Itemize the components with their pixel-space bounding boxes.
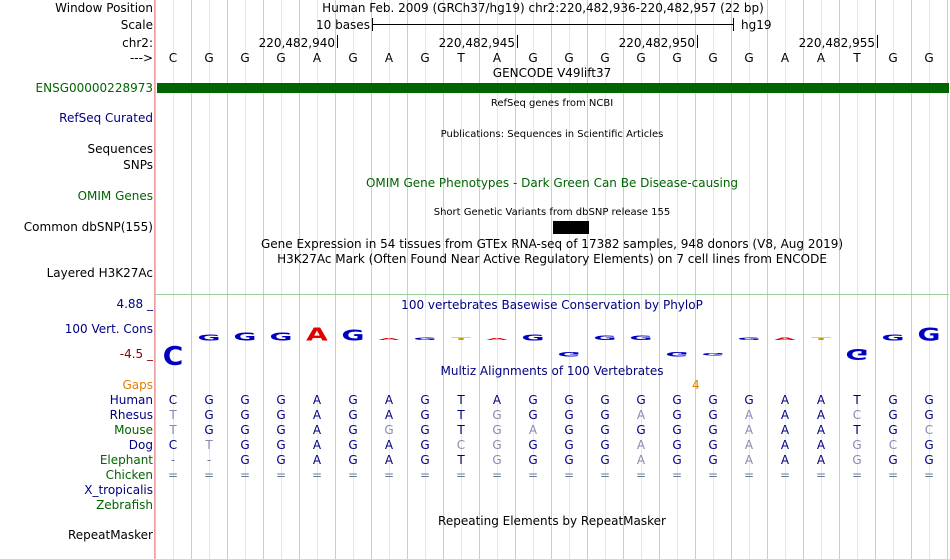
sequence-base: G: [708, 51, 718, 65]
position-tick-mark: [337, 35, 338, 48]
alignment-base: C: [456, 438, 466, 452]
alignment-base: =: [851, 468, 863, 482]
alignment-base: G: [492, 408, 502, 422]
grid-line: [155, 0, 156, 559]
scale-bar: [372, 24, 734, 25]
alignment-base: G: [708, 423, 718, 437]
alignment-base: A: [780, 423, 790, 437]
alignment-base: A: [384, 453, 394, 467]
alignment-base: G: [636, 393, 646, 407]
dbsnp-track-title: Short Genetic Variants from dbSNP release 155: [433, 207, 671, 218]
alignment-base: G: [348, 453, 358, 467]
alignment-base: =: [455, 468, 467, 482]
sequence-base: G: [672, 51, 682, 65]
alignment-base: =: [923, 468, 935, 482]
cons-min-label: -4.5 _: [119, 347, 153, 361]
alignment-base: G: [276, 438, 286, 452]
alignment-base: =: [887, 468, 899, 482]
dbsnp-track-label[interactable]: Common dbSNP(155): [23, 220, 153, 234]
phylop-letter: G: [917, 324, 941, 346]
alignment-base: G: [600, 393, 610, 407]
position-tick-label: 220,482,950: [618, 36, 695, 50]
alignment-base: G: [672, 408, 682, 422]
alignment-base: G: [600, 438, 610, 452]
scale-text: 10 bases: [316, 18, 370, 32]
cons-max-label: 4.88 _: [116, 297, 153, 311]
sequence-base: G: [600, 51, 610, 65]
alignment-base: G: [276, 423, 286, 437]
position-tick-label: 220,482,945: [438, 36, 515, 50]
alignment-base: A: [384, 438, 394, 452]
alignment-base: =: [239, 468, 251, 482]
phylop-letter: T: [451, 336, 471, 342]
alignment-base: G: [240, 438, 250, 452]
alignment-base: =: [347, 468, 359, 482]
alignment-base: G: [204, 408, 214, 422]
alignment-base: G: [708, 393, 718, 407]
position-tick-mark: [697, 35, 698, 48]
alignment-base: A: [744, 408, 754, 422]
h3k27ac-track-label[interactable]: Layered H3K27Ac: [46, 266, 153, 280]
alignment-base: G: [564, 423, 574, 437]
alignment-base: G: [204, 393, 214, 407]
alignment-base: A: [780, 393, 790, 407]
phylop-letter: G: [269, 330, 293, 343]
phylop-letter: G: [629, 334, 653, 342]
sequence-base: G: [348, 51, 358, 65]
alignment-base: G: [348, 393, 358, 407]
alignment-base: G: [204, 423, 214, 437]
species-label[interactable]: Dog: [128, 438, 153, 452]
alignment-base: G: [384, 423, 394, 437]
alignment-base: A: [636, 438, 646, 452]
species-label[interactable]: X_tropicalis: [84, 483, 153, 497]
phylop-letter: G: [233, 330, 257, 343]
alignment-base: G: [240, 393, 250, 407]
alignment-base: G: [852, 438, 862, 452]
alignment-base: G: [672, 393, 682, 407]
h3k27ac-track-title: H3K27Ac Mark (Often Found Near Active Regulatory Elements) on 7 cell lines from ENCODE: [277, 252, 827, 266]
alignment-base: G: [672, 438, 682, 452]
position-tick-label: 220,482,955: [798, 36, 875, 50]
alignment-base: =: [527, 468, 539, 482]
alignment-base: G: [672, 423, 682, 437]
alignment-base: G: [276, 453, 286, 467]
alignment-base: G: [528, 408, 538, 422]
alignment-base: G: [492, 423, 502, 437]
sequence-base: T: [457, 51, 465, 65]
alignment-base: =: [743, 468, 755, 482]
alignment-base: G: [708, 438, 718, 452]
alignment-base: A: [312, 453, 322, 467]
sequence-base: G: [276, 51, 286, 65]
alignment-base: G: [528, 393, 538, 407]
phylop-letter: G: [737, 336, 761, 342]
alignment-base: G: [672, 453, 682, 467]
alignment-base: A: [636, 408, 646, 422]
scale-label: Scale: [120, 18, 153, 32]
gaps-label: Gaps: [122, 378, 153, 392]
alignment-base: G: [888, 408, 898, 422]
position-tick-mark: [517, 35, 518, 48]
gencode-gene-bar[interactable]: [157, 83, 949, 93]
alignment-base: G: [888, 423, 898, 437]
sequence-base: A: [816, 51, 826, 65]
repeatmasker-track-label[interactable]: RepeatMasker: [67, 528, 153, 542]
alignment-base: A: [312, 393, 322, 407]
gencode-track-title: GENCODE V49lift37: [492, 66, 612, 80]
alignment-base: C: [168, 393, 178, 407]
phylop-letter: G: [593, 334, 617, 342]
pubs-track-label[interactable]: Sequences: [87, 142, 153, 156]
alignment-base: A: [636, 453, 646, 467]
alignment-base: G: [744, 393, 754, 407]
phylop-letter: G: [341, 326, 365, 345]
alignment-base: =: [383, 468, 395, 482]
alignment-base: G: [420, 408, 430, 422]
alignment-base: G: [348, 423, 358, 437]
alignment-base: A: [744, 438, 754, 452]
label-divider: [154, 0, 155, 559]
multiz-track-title: Multiz Alignments of 100 Vertebrates: [440, 364, 664, 378]
alignment-base: =: [491, 468, 503, 482]
alignment-base: G: [600, 408, 610, 422]
alignment-base: G: [240, 408, 250, 422]
pubs-track-title: Publications: Sequences in Scientific Articles: [440, 129, 664, 140]
scale-bar-right-tick: [733, 18, 734, 31]
sequence-base: G: [204, 51, 214, 65]
alignment-base: G: [924, 408, 934, 422]
alignment-base: G: [276, 408, 286, 422]
phylop-letter: A: [378, 338, 400, 340]
alignment-base: G: [492, 453, 502, 467]
alignment-base: G: [600, 423, 610, 437]
alignment-base: G: [276, 393, 286, 407]
phylop-letter: G: [701, 351, 725, 357]
alignment-base: G: [636, 423, 646, 437]
alignment-base: T: [205, 438, 213, 452]
alignment-base: G: [528, 438, 538, 452]
sequence-base: A: [492, 51, 502, 65]
alignment-base: A: [780, 453, 790, 467]
alignment-base: G: [888, 453, 898, 467]
alignment-base: =: [311, 468, 323, 482]
sequence-base: A: [312, 51, 322, 65]
alignment-base: A: [816, 408, 826, 422]
alignment-base: C: [168, 438, 178, 452]
refseq-track-title: RefSeq genes from NCBI: [490, 98, 614, 109]
alignment-base: A: [312, 423, 322, 437]
alignment-base: A: [384, 408, 394, 422]
gap-count: 4: [692, 378, 700, 392]
sequence-base: C: [168, 51, 178, 65]
phylop-letter: A: [486, 338, 508, 340]
alignment-base: A: [744, 453, 754, 467]
alignment-base: A: [816, 453, 826, 467]
species-label[interactable]: Elephant: [99, 453, 153, 467]
cons-top-line: [155, 294, 949, 295]
phylop-letter: A: [306, 324, 328, 346]
alignment-base: =: [419, 468, 431, 482]
position-tick-label: 220,482,940: [258, 36, 335, 50]
sequence-base: G: [636, 51, 646, 65]
alignment-base: A: [744, 423, 754, 437]
alignment-base: T: [853, 423, 861, 437]
omim-track-title: OMIM Gene Phenotypes - Dark Green Can Be Disease-causing: [365, 176, 739, 190]
alignment-base: G: [528, 453, 538, 467]
strand-label: --->: [129, 51, 153, 65]
phylop-letter: G: [521, 333, 545, 343]
alignment-base: -: [206, 453, 212, 467]
alignment-base: A: [780, 438, 790, 452]
alignment-base: G: [564, 408, 574, 422]
alignment-base: G: [888, 393, 898, 407]
alignment-base: =: [563, 468, 575, 482]
species-label[interactable]: Human: [109, 393, 153, 407]
alignment-base: A: [816, 393, 826, 407]
alignment-base: T: [169, 408, 177, 422]
snps-track-label[interactable]: SNPs: [123, 158, 153, 172]
gencode-track-label[interactable]: ENSG00000228973: [35, 81, 153, 95]
alignment-base: G: [924, 438, 934, 452]
phylop-letter: G: [845, 345, 869, 364]
alignment-base: G: [564, 438, 574, 452]
alignment-base: A: [312, 408, 322, 422]
alignment-base: G: [420, 453, 430, 467]
alignment-base: T: [457, 423, 465, 437]
species-label[interactable]: Mouse: [114, 423, 153, 437]
alignment-base: =: [203, 468, 215, 482]
alignment-base: =: [635, 468, 647, 482]
alignment-base: G: [240, 423, 250, 437]
sequence-base: G: [744, 51, 754, 65]
refseq-track-label[interactable]: RefSeq Curated: [59, 111, 153, 125]
sequence-base: G: [888, 51, 898, 65]
alignment-base: C: [888, 438, 898, 452]
alignment-base: =: [671, 468, 683, 482]
phylop-letter: C: [162, 339, 184, 370]
sequence-base: G: [528, 51, 538, 65]
phylop-letter: T: [811, 336, 831, 342]
alignment-base: C: [924, 423, 934, 437]
alignment-base: T: [169, 423, 177, 437]
sequence-base: G: [924, 51, 934, 65]
position-text: Human Feb. 2009 (GRCh37/hg19) chr2:220,482,936-220,482,957 (22 bp): [322, 1, 764, 15]
window-position-label: Window Position: [55, 1, 153, 15]
omim-track-label[interactable]: OMIM Genes: [77, 189, 153, 203]
alignment-base: -: [170, 453, 176, 467]
alignment-base: G: [852, 453, 862, 467]
alignment-base: G: [348, 408, 358, 422]
alignment-base: G: [600, 453, 610, 467]
alignment-base: T: [853, 393, 861, 407]
alignment-base: =: [779, 468, 791, 482]
alignment-base: G: [708, 453, 718, 467]
alignment-base: G: [564, 393, 574, 407]
species-label[interactable]: Chicken: [105, 468, 153, 482]
alignment-base: A: [816, 438, 826, 452]
phylop-letter: A: [774, 336, 796, 342]
alignment-base: T: [457, 393, 465, 407]
alignment-base: =: [275, 468, 287, 482]
alignment-base: T: [457, 408, 465, 422]
sequence-base: A: [780, 51, 790, 65]
gtex-track-title: Gene Expression in 54 tissues from GTEx RNA-seq of 17382 samples, 948 donors (V8, Aug 2019): [260, 237, 844, 251]
alignment-base: G: [492, 438, 502, 452]
sequence-base: G: [240, 51, 250, 65]
sequence-base: T: [853, 51, 861, 65]
phylop-letter: G: [665, 350, 689, 358]
alignment-base: A: [528, 423, 538, 437]
repeatmasker-track-title: Repeating Elements by RepeatMasker: [438, 514, 666, 528]
alignment-base: =: [707, 468, 719, 482]
alignment-base: G: [348, 438, 358, 452]
assembly-label: hg19: [741, 18, 772, 32]
sequence-base: A: [384, 51, 394, 65]
alignment-base: G: [240, 453, 250, 467]
alignment-base: G: [708, 408, 718, 422]
species-label[interactable]: Zebrafish: [96, 498, 153, 512]
alignment-base: A: [780, 408, 790, 422]
alignment-base: G: [420, 393, 430, 407]
phylop-letter: G: [881, 333, 905, 343]
alignment-base: G: [420, 423, 430, 437]
alignment-base: A: [492, 393, 502, 407]
phylop-letter: G: [197, 333, 221, 343]
alignment-base: =: [167, 468, 179, 482]
species-label[interactable]: Rhesus: [109, 408, 153, 422]
alignment-base: A: [312, 438, 322, 452]
alignment-base: G: [924, 393, 934, 407]
dbsnp-variant-box[interactable]: [553, 221, 589, 234]
sequence-base: G: [564, 51, 574, 65]
alignment-base: =: [599, 468, 611, 482]
alignment-base: A: [384, 393, 394, 407]
cons-track-label[interactable]: 100 Vert. Cons: [64, 322, 153, 336]
cons-track-title: 100 vertebrates Basewise Conservation by PhyloP: [401, 298, 703, 312]
chrom-label: chr2:: [122, 36, 153, 50]
alignment-base: T: [457, 453, 465, 467]
phylop-letter: G: [557, 350, 581, 358]
sequence-base: G: [420, 51, 430, 65]
phylop-letter: G: [413, 336, 437, 342]
scale-bar-left-tick: [372, 18, 373, 31]
alignment-base: A: [816, 423, 826, 437]
alignment-base: G: [420, 438, 430, 452]
alignment-base: G: [564, 453, 574, 467]
position-tick-mark: [877, 35, 878, 48]
alignment-base: G: [924, 453, 934, 467]
alignment-base: C: [852, 408, 862, 422]
alignment-base: =: [815, 468, 827, 482]
